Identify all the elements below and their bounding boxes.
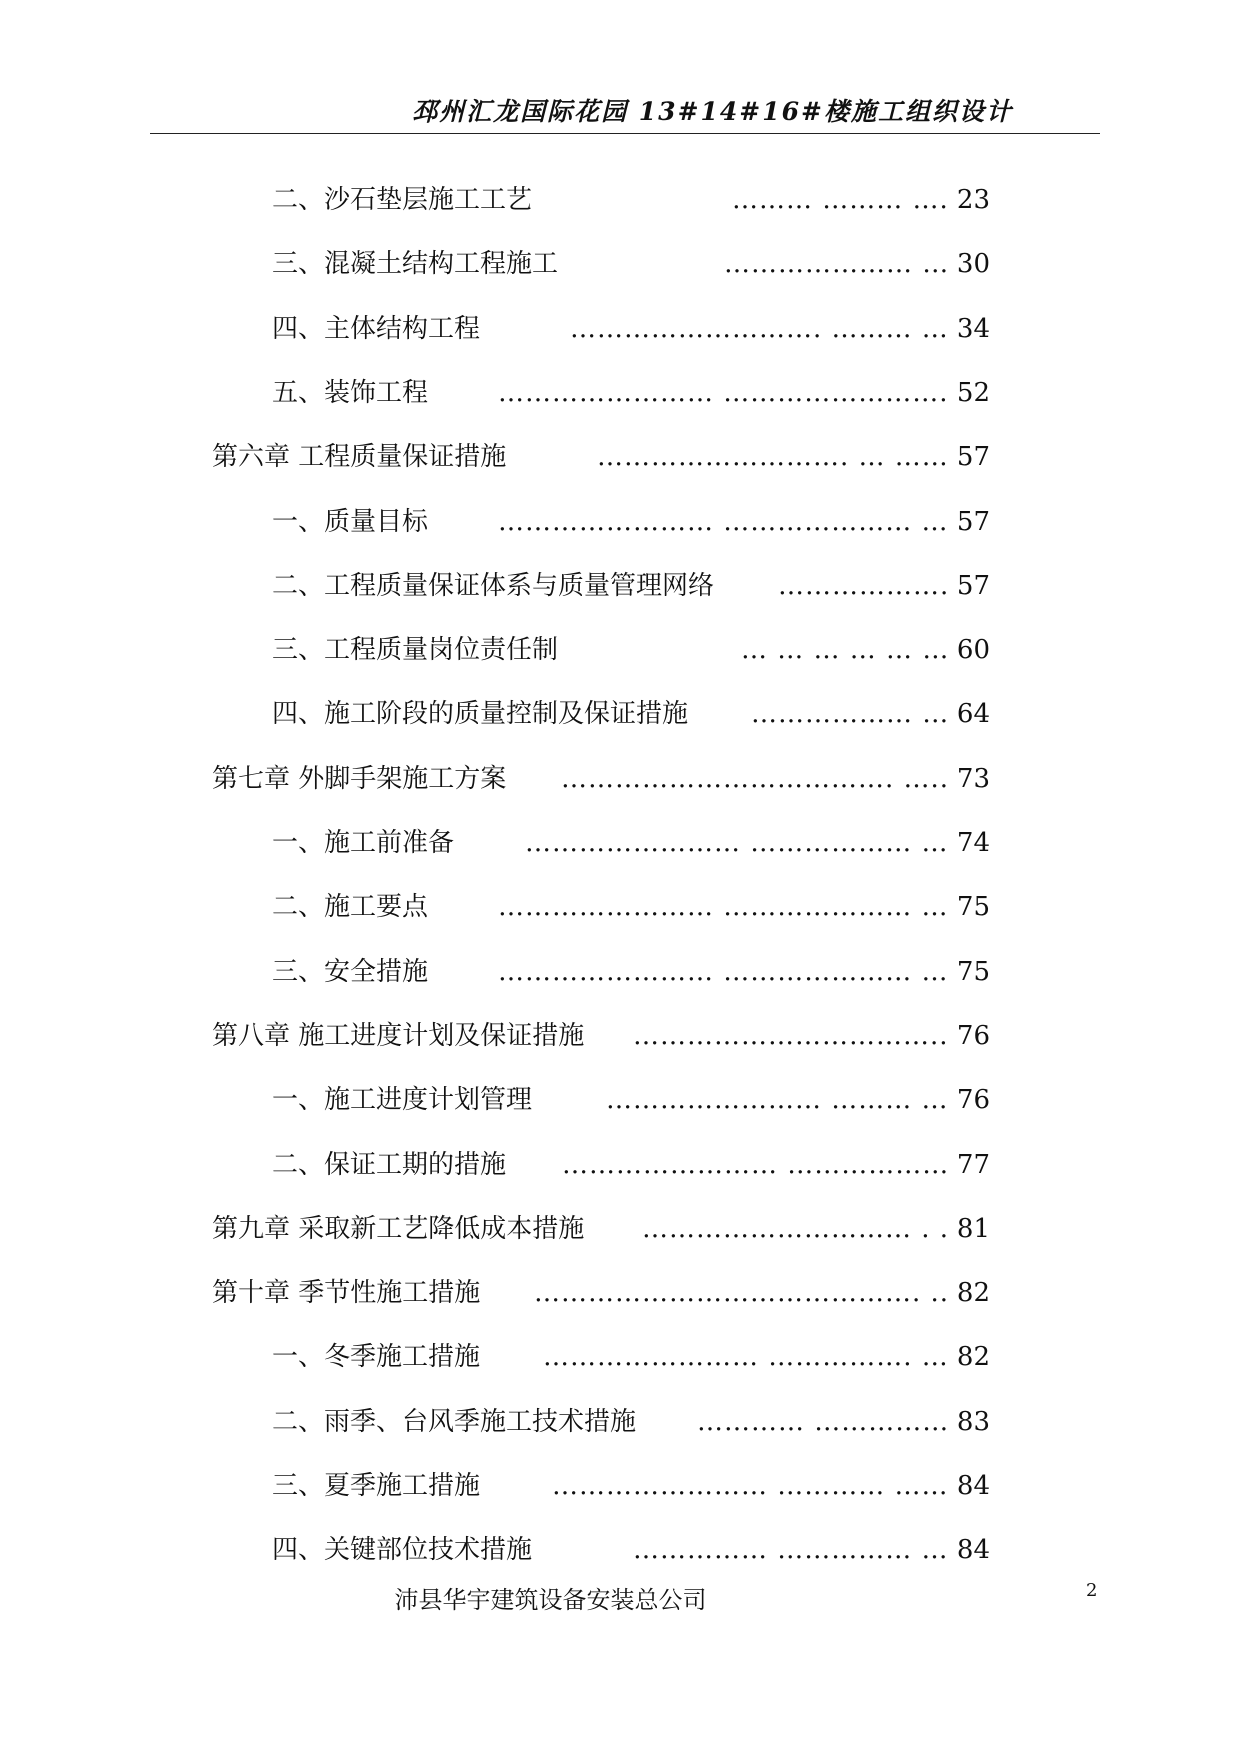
toc-section-row bbox=[0, 180, 1241, 220]
toc-entry-label: 二、沙石垫层施工工艺 bbox=[272, 185, 533, 215]
toc-page-number: 75 bbox=[956, 956, 990, 987]
toc-entry-label: 第九章 采取新工艺降低成本措施 bbox=[212, 1213, 585, 1244]
toc-entry-label: 二、雨季、台风季施工技术措施 bbox=[272, 1406, 637, 1437]
toc-entry-label: 四、关键部位技术措施 bbox=[272, 1535, 533, 1566]
toc-dot-leader: ………………………. … …… bbox=[597, 442, 949, 473]
toc-page-number: 81 bbox=[956, 1213, 990, 1244]
toc-dot-leader: … … … … … … bbox=[741, 635, 950, 666]
toc-chapter-row bbox=[0, 437, 1241, 477]
toc-dot-leader: …………………… ………………… … bbox=[498, 506, 949, 537]
toc-page-number: 76 bbox=[956, 1085, 990, 1116]
toc-entry-label: 四、施工阶段的质量控制及保证措施 bbox=[272, 699, 689, 730]
toc-dot-leader: ……………… … bbox=[751, 699, 950, 730]
toc-dot-leader: …………………… ………………… … bbox=[498, 956, 949, 987]
toc-section-row bbox=[0, 1145, 1241, 1185]
toc-page-number: 64 bbox=[956, 699, 990, 730]
toc-dot-leader: ………………………. ……… … bbox=[570, 313, 949, 344]
toc-entry-label: 第七章 外脚手架施工方案 bbox=[212, 763, 507, 794]
toc-dot-leader: …………………… ………………… … bbox=[498, 892, 949, 923]
toc-dot-leader: ……………………………………. .. bbox=[534, 1278, 950, 1309]
toc-dot-leader: ………………… … bbox=[724, 249, 950, 280]
toc-section-row bbox=[0, 1080, 1241, 1120]
toc-section-row bbox=[0, 823, 1241, 863]
toc-entry-label: 一、冬季施工措施 bbox=[272, 1342, 481, 1373]
toc-page-number: 84 bbox=[956, 1471, 990, 1501]
header-divider bbox=[150, 133, 1100, 134]
toc-section-row bbox=[0, 887, 1241, 927]
toc-dot-leader: …………………… ………… …… bbox=[552, 1471, 949, 1501]
toc-dot-leader: ………………. bbox=[778, 570, 950, 601]
toc-section-row bbox=[0, 244, 1241, 284]
toc-entry-label: 三、工程质量岗位责任制 bbox=[272, 635, 559, 666]
toc-entry-label: 三、混凝土结构工程施工 bbox=[272, 249, 559, 280]
toc-page-number: 76 bbox=[956, 1020, 990, 1051]
toc-page-number: 52 bbox=[956, 377, 990, 408]
toc-chapter-row bbox=[0, 1209, 1241, 1249]
toc-page-number: 23 bbox=[956, 185, 990, 215]
toc-dot-leader: ……… ……… …. bbox=[732, 185, 949, 215]
toc-chapter-row bbox=[0, 1016, 1241, 1056]
toc-entry-label: 五、装饰工程 bbox=[272, 377, 429, 408]
toc-page-number: 74 bbox=[956, 828, 990, 858]
toc-entry-label: 第十章 季节性施工措施 bbox=[212, 1278, 481, 1309]
toc-entry-label: 二、施工要点 bbox=[272, 892, 429, 923]
toc-page-number: 75 bbox=[956, 892, 990, 923]
toc-dot-leader: …………………… ……………………. bbox=[498, 377, 949, 408]
toc-page-number: 84 bbox=[956, 1535, 990, 1566]
toc-chapter-row bbox=[0, 1273, 1241, 1313]
toc-entry-label: 第八章 施工进度计划及保证措施 bbox=[212, 1020, 585, 1051]
toc-page-number: 34 bbox=[956, 313, 990, 344]
toc-page-number: 57 bbox=[956, 506, 990, 537]
toc-entry-label: 第六章 工程质量保证措施 bbox=[212, 442, 507, 473]
toc-entry-label: 三、安全措施 bbox=[272, 956, 429, 987]
toc-section-row bbox=[0, 309, 1241, 349]
toc-entry-label: 三、夏季施工措施 bbox=[272, 1471, 481, 1501]
toc-page-number: 83 bbox=[956, 1406, 990, 1437]
document-header-title: 邳州汇龙国际花园 13#14#16#楼施工组织设计 bbox=[412, 97, 1013, 126]
toc-entry-label: 一、质量目标 bbox=[272, 506, 429, 537]
toc-page-number: 57 bbox=[956, 570, 990, 601]
toc-section-row bbox=[0, 952, 1241, 992]
toc-entry-label: 四、主体结构工程 bbox=[272, 313, 481, 344]
toc-section-row bbox=[0, 1337, 1241, 1377]
toc-section-row bbox=[0, 373, 1241, 413]
toc-entry-label: 二、保证工期的措施 bbox=[272, 1149, 507, 1180]
toc-page-number: 77 bbox=[956, 1149, 990, 1180]
toc-page-number: 30 bbox=[956, 249, 990, 280]
toc-page-number: 82 bbox=[956, 1342, 990, 1373]
toc-page-number: 73 bbox=[956, 763, 990, 794]
toc-dot-leader: …………………… ……………… bbox=[562, 1149, 950, 1180]
toc-dot-leader: …………………… ……… … bbox=[606, 1085, 949, 1116]
toc-dot-leader: …………………………….. bbox=[633, 1020, 949, 1051]
toc-page-number: 60 bbox=[956, 635, 990, 666]
toc-section-row bbox=[0, 566, 1241, 606]
toc-dot-leader: ………………………… . . bbox=[642, 1213, 950, 1244]
footer-company-name: 沛县华宇建筑设备安装总公司 bbox=[394, 1586, 707, 1614]
toc-section-row bbox=[0, 1530, 1241, 1570]
toc-page-number: 57 bbox=[956, 442, 990, 473]
toc-dot-leader: ………… …………… bbox=[697, 1406, 950, 1437]
toc-section-row bbox=[0, 502, 1241, 542]
toc-dot-leader: …………………… ……………. … bbox=[543, 1342, 949, 1373]
toc-section-row bbox=[0, 630, 1241, 670]
toc-section-row bbox=[0, 694, 1241, 734]
toc-section-row bbox=[0, 1402, 1241, 1442]
toc-chapter-row bbox=[0, 759, 1241, 799]
page-number: 2 bbox=[1086, 1580, 1098, 1601]
toc-dot-leader: ………………………………. ….. bbox=[561, 763, 950, 794]
toc-section-row bbox=[0, 1466, 1241, 1506]
toc-page-number: 82 bbox=[956, 1278, 990, 1309]
toc-entry-label: 一、施工进度计划管理 bbox=[272, 1085, 533, 1116]
toc-entry-label: 二、工程质量保证体系与质量管理网络 bbox=[272, 570, 715, 601]
toc-dot-leader: …………………… ……………… … bbox=[525, 828, 949, 858]
toc-dot-leader: …………… …………… … bbox=[633, 1535, 949, 1566]
toc-entry-label: 一、施工前准备 bbox=[272, 828, 455, 858]
